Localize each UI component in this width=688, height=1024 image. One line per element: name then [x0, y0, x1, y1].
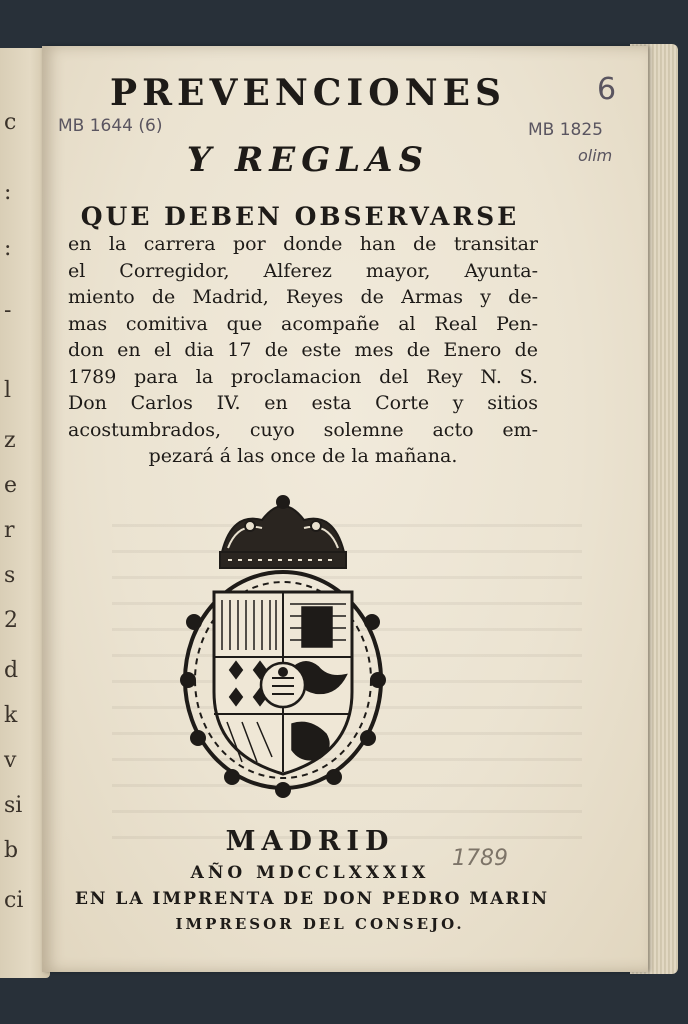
imprint-press: EN LA IMPRENTA DE DON PEDRO MARIN [74, 889, 550, 909]
shelfmark-right: MB 1825 [528, 120, 603, 140]
body-line: pezará á las once de la mañana. [148, 445, 458, 467]
imprint-year: AÑO MDCCLXXXIX [190, 863, 430, 883]
body-line: Don Carlos IV. en esta Corte y sitios [68, 392, 538, 414]
subtitle: QUE DEBEN OBSERVARSE [80, 202, 520, 231]
body-line: miento de Madrid, Reyes de Armas y de- [68, 286, 538, 308]
title-line-1: PREVENCIONES [110, 72, 506, 114]
body-line: mas comitiva que acompañe al Real Pen- [68, 312, 538, 335]
body-text [68, 231, 538, 470]
imprint-city: MADRID [225, 826, 395, 857]
royal-coat-of-arms-icon [172, 492, 394, 798]
left-page-edge: c : : - l z e r s 2 d k v si b ci [0, 48, 50, 978]
page-number: 6 [597, 72, 617, 107]
olim-note: olim [578, 146, 613, 165]
body-line: el Corregidor, Alferez mayor, Ayunta- [68, 259, 538, 282]
body-line: acostumbrados, cuyo solemne acto em- [68, 418, 538, 441]
body-line: 1789 para la proclamacion del Rey N. S. [68, 365, 538, 388]
year-note: 1789 [452, 846, 508, 871]
title-line-2: Y REGLAS [186, 140, 430, 180]
imprint-printer: IMPRESOR DEL CONSEJO. [175, 915, 465, 933]
body-line: don en el dia 17 de este mes de Enero de [68, 339, 538, 361]
shelfmark-left: MB 1644 (6) [58, 116, 163, 136]
body-line: en la carrera por donde han de transitar [68, 233, 538, 255]
